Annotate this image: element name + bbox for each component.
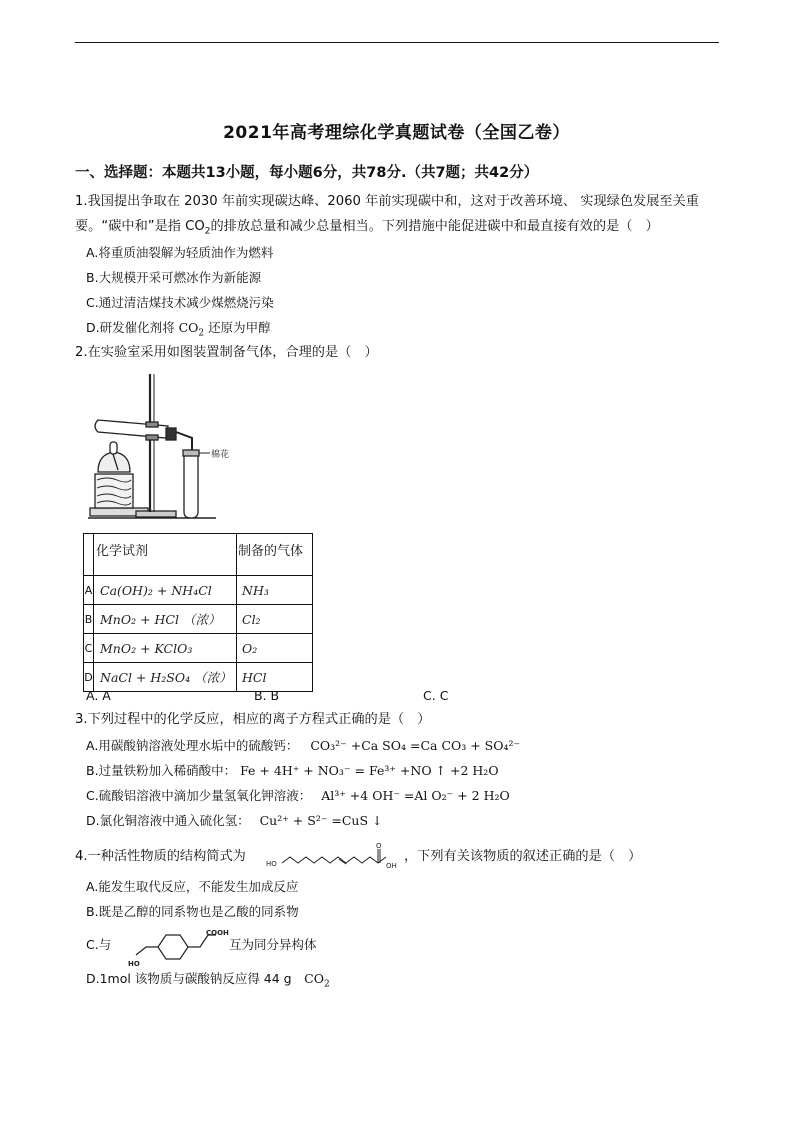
question-1-option-c[interactable] [86, 294, 274, 312]
option-text: 既是乙醇的同系物也是乙酸的同系物 [98, 904, 299, 919]
question-1-option-b[interactable] [86, 269, 261, 287]
question-text: 我国提出争取在 2030 年前实现碳达峰、2060 年前实现碳中和，这对于改善环境、 实现绿色发展至关重 [87, 194, 699, 209]
ho-label: HO [266, 860, 277, 868]
option-label: B. [86, 763, 99, 778]
question-4-option-c-post [229, 936, 317, 954]
section-heading: 一、选择题：本题共13小题，每小题6分，共78分.（共7题；共42分） [75, 165, 539, 181]
question-3-option-c[interactable] [86, 787, 510, 805]
option-text: 氯化铜溶液中通入硫化氢： [99, 813, 250, 828]
question-4-option-a[interactable] [86, 878, 298, 896]
table-header-cell [84, 534, 94, 576]
option-label: A. [86, 879, 99, 894]
option-text: 能发生取代反应，不能发生加成反应 [98, 879, 299, 894]
row-letter: B [84, 605, 94, 634]
question-text: 在实验室采用如图装置制备气体，合理的是（ ） [87, 345, 378, 360]
row-letter: C [84, 634, 94, 663]
question-text: 一种活性物质的结构简式为 [87, 849, 246, 864]
option-text: 大规模开采可燃冰作为新能源 [98, 270, 262, 285]
document-title: 2021年高考理综化学真题试卷（全国乙卷） [223, 123, 570, 143]
option-label: C. [86, 937, 99, 952]
question-4-option-b[interactable] [86, 903, 299, 921]
reagent-cell: Ca(OH)₂ + NH₄Cl [94, 576, 237, 605]
table-header-cell: 制备的气体 [237, 534, 313, 576]
question-4-stem-pre [75, 848, 246, 866]
reagent-cell: MnO₂ + HCl （浓） [94, 605, 237, 634]
question-1-stem-line2 [75, 218, 659, 236]
o-label: O [376, 842, 382, 850]
option-label: B. [86, 270, 99, 285]
option-label: B. [86, 904, 99, 919]
question-4-stem-post [404, 848, 641, 866]
option-label: A. [86, 245, 99, 260]
question-4-option-c[interactable] [86, 936, 111, 954]
question-4-option-d[interactable] [86, 970, 330, 988]
ion-equation: Al³⁺ +4 OH⁻ =Al O₂⁻ + 2 H₂O [321, 788, 510, 803]
table-row [84, 634, 313, 663]
option-text: C [439, 688, 449, 703]
question-3-option-a[interactable] [86, 737, 520, 755]
option-text: 1mol 该物质与碳酸钠反应得 44 g [99, 971, 305, 986]
question-text: 的排放总量和减少总量相当。下列措施中能促进碳中和最直接有效的是（ ） [210, 219, 659, 234]
ion-equation: CO₃²⁻ +Ca SO₄ =Ca CO₃ + SO₄²⁻ [310, 738, 521, 753]
option-label: D. [86, 971, 100, 986]
ion-equation: Cu²⁺ + S²⁻ =CuS ↓ [259, 813, 383, 828]
reagent-cell: MnO₂ + KClO₃ [94, 634, 237, 663]
table-header-row [84, 534, 313, 576]
table-row [84, 576, 313, 605]
question-3-option-b[interactable] [86, 762, 499, 780]
option-label: A. [86, 738, 99, 753]
option-text: 将重质油裂解为轻质油作为燃料 [98, 245, 274, 260]
reagent-cell: NaCl + H₂SO₄ （浓） [94, 663, 237, 692]
question-1-option-d[interactable] [86, 319, 271, 337]
gas-cell: O₂ [237, 634, 313, 663]
question-2-option-b[interactable] [254, 687, 279, 705]
option-label: A. [86, 688, 99, 703]
option-text: 还原为甲醇 [204, 320, 271, 335]
question-text: ，下列有关该物质的叙述正确的是（ ） [404, 849, 642, 864]
question-number: 2. [75, 345, 88, 360]
gas-cell: HCl [237, 663, 313, 692]
row-letter: A [84, 576, 94, 605]
formula: CO [304, 971, 324, 986]
option-label: C. [423, 688, 436, 703]
option-label: D. [86, 813, 100, 828]
cooh-label: COOH [206, 929, 229, 937]
option-text: 与 [98, 937, 112, 952]
oh-label: OH [386, 862, 397, 870]
ho-label: HO [128, 960, 140, 967]
subscript: 2 [204, 226, 211, 237]
option-text: 过量铁粉加入稀硝酸中： [98, 763, 237, 778]
option-text: 研发催化剂将 [99, 320, 179, 335]
apparatus-diagram-icon [88, 372, 238, 522]
option-label: C. [86, 788, 99, 803]
question-3-stem [75, 711, 430, 729]
option-text: 互为同分异构体 [229, 937, 317, 952]
ion-equation: Fe + 4H⁺ + NO₃⁻ = Fe³⁺ +NO ↑ +2 H₂O [240, 763, 499, 778]
option-text: 用碳酸钠溶液处理水垢中的硫酸钙： [98, 738, 299, 753]
option-label: C. [86, 295, 99, 310]
question-2-option-c[interactable] [423, 687, 448, 705]
gas-cell: Cl₂ [237, 605, 313, 634]
formula: CO [178, 320, 199, 335]
question-3-option-d[interactable] [86, 812, 383, 830]
table-row [84, 605, 313, 634]
question-text: 要。“碳中和”是指 CO [75, 219, 205, 234]
molecule-structure-icon [266, 842, 404, 872]
question-1-stem-line1 [75, 193, 699, 211]
isomer-structure-icon [124, 925, 230, 967]
question-number: 1. [75, 194, 88, 209]
option-text: 硫酸铝溶液中滴加少量氢氧化钾溶液： [98, 788, 312, 803]
option-text: 通过清洁煤技术减少煤燃烧污染 [98, 295, 274, 310]
cotton-label: 棉花 [211, 450, 230, 460]
option-text: B [270, 688, 280, 703]
table-header-cell: 化学试剂 [94, 534, 237, 576]
option-label: B. [254, 688, 267, 703]
option-label: D. [86, 320, 100, 335]
header-rule [75, 42, 719, 43]
subscript: 2 [323, 979, 330, 990]
gas-cell: NH₃ [237, 576, 313, 605]
reagent-table [83, 533, 313, 692]
question-number: 3. [75, 712, 88, 727]
option-text: A [102, 688, 111, 703]
question-1-option-a[interactable] [86, 244, 273, 262]
row-letter: D [84, 663, 94, 692]
question-number: 4. [75, 849, 88, 864]
question-2-stem [75, 344, 378, 362]
question-text: 下列过程中的化学反应，相应的离子方程式正确的是（ ） [87, 712, 431, 727]
question-2-option-a[interactable] [86, 687, 111, 705]
subscript: 2 [198, 328, 205, 339]
